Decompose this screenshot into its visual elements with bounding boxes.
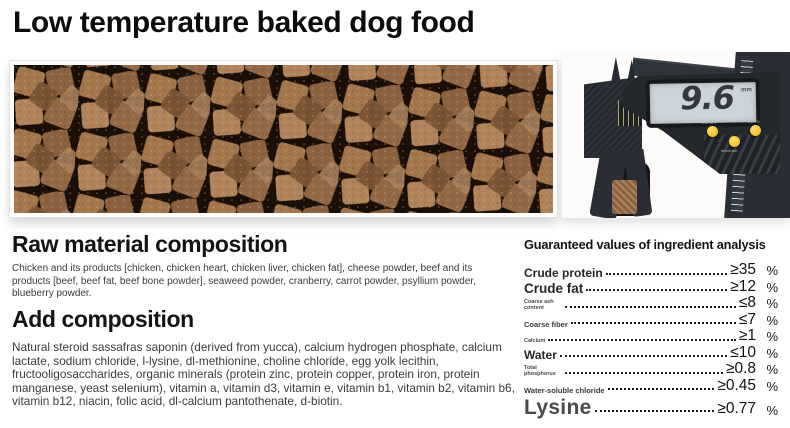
analysis-row-value: ≥35 (730, 261, 756, 278)
analysis-row-label: Lysine (524, 396, 592, 419)
dot-leader (606, 273, 728, 275)
raw-material-heading: Raw material composition (12, 231, 288, 257)
dot-leader (586, 289, 727, 291)
analysis-row-value: ≤8 (738, 294, 756, 311)
dot-leader (565, 306, 736, 308)
analysis-row-value: ≤7 (738, 310, 756, 328)
analysis-row-label: Total phosphorus (524, 364, 556, 377)
caliper-grip-ridges (704, 135, 780, 174)
dot-leader (565, 372, 723, 374)
analysis-row (524, 279, 778, 296)
analysis-row-label: Crude protein (524, 265, 603, 280)
analysis-row-label: Coarse fiber (524, 319, 568, 329)
analysis-row (524, 262, 778, 279)
analysis-row-unit: % (766, 402, 778, 418)
analysis-row-unit: % (766, 312, 778, 328)
dot-leader (595, 410, 715, 412)
add-composition-text: Natural steroid sassafras saponin (derived from yucca), calcium hydrogen phosphate, calcium lactate, sodium chloride, l-lysine, dl-methionine, choline chloride, egg yolk lecithin, fructooligosaccharides, organic minerals (protein zinc, protein copper, protein iron, protein manganese, yeast selenium), vitamin a, vitamin d3, vitamin e, vitamin b1, vitamin b2, vitamin b6, vitamin b12, niacin, folic acid, dl-calcium pantothenate, d-biotin. (12, 340, 515, 409)
analysis-row (524, 361, 778, 378)
analysis-row-value: ≥0.8 (725, 360, 756, 377)
zero-button-icon (750, 125, 761, 136)
mm-inch-button-icon (729, 136, 740, 147)
on-off-button-icon (707, 126, 718, 137)
kibble-photo-image (14, 65, 553, 213)
measured-kibble-piece (612, 180, 637, 214)
dot-leader (560, 355, 727, 357)
analysis-row-unit: % (766, 362, 778, 378)
analysis-row-label: Crude fat (524, 280, 584, 296)
analysis-row-label: Calcium (524, 337, 546, 344)
analysis-row (524, 328, 778, 345)
caliper-unit: mm (741, 87, 752, 94)
analysis-row (524, 394, 778, 418)
add-composition-heading: Add composition (12, 306, 194, 332)
dot-leader (608, 388, 715, 390)
analysis-row-unit: % (766, 345, 778, 361)
analysis-table (524, 262, 778, 418)
analysis-row-value: ≥1 (738, 327, 756, 344)
dot-leader (571, 322, 736, 324)
analysis-row (524, 378, 778, 395)
on-off-button-label: ON/OFF (701, 120, 718, 125)
analysis-row-unit: % (766, 329, 778, 345)
analysis-row-unit: % (766, 279, 778, 295)
caliper-photo (562, 52, 790, 218)
analysis-row-unit: % (766, 378, 778, 394)
analysis-row-unit: % (766, 263, 778, 279)
analysis-row-value: ≥0.45 (717, 376, 756, 394)
mm-inch-button-label: mm/inch (721, 148, 738, 153)
raw-material-text: Chicken and its products [chicken, chicken heart, chicken liver, chicken fat], cheese powder, beef and its products [beef, beef fat, beef bone powder], seaweed powder, cranberry, carrot powder, psyllium powder, blueberry powder. (12, 263, 476, 299)
dot-leader (548, 339, 735, 341)
zero-button-label: ZERO (748, 119, 760, 124)
analysis-row-label: Water (524, 348, 557, 362)
analysis-row-value: ≥0.77 (717, 399, 756, 417)
analysis-row (524, 345, 778, 362)
analysis-row-value: ≥12 (730, 277, 756, 295)
analysis-row (524, 295, 778, 312)
analysis-row-value: ≤10 (730, 343, 756, 361)
analysis-row-unit: % (766, 296, 778, 312)
analysis-row (524, 312, 778, 329)
kibble-photo (10, 61, 557, 217)
analysis-heading: Guaranteed values of ingredient analysis (524, 237, 766, 252)
analysis-row-label: Water-soluble chloride (524, 385, 605, 395)
analysis-row-label: Coarse ash content (524, 298, 554, 311)
caliper-reading: 9.6 (679, 78, 735, 118)
page-title: Low temperature baked dog food (13, 6, 475, 39)
